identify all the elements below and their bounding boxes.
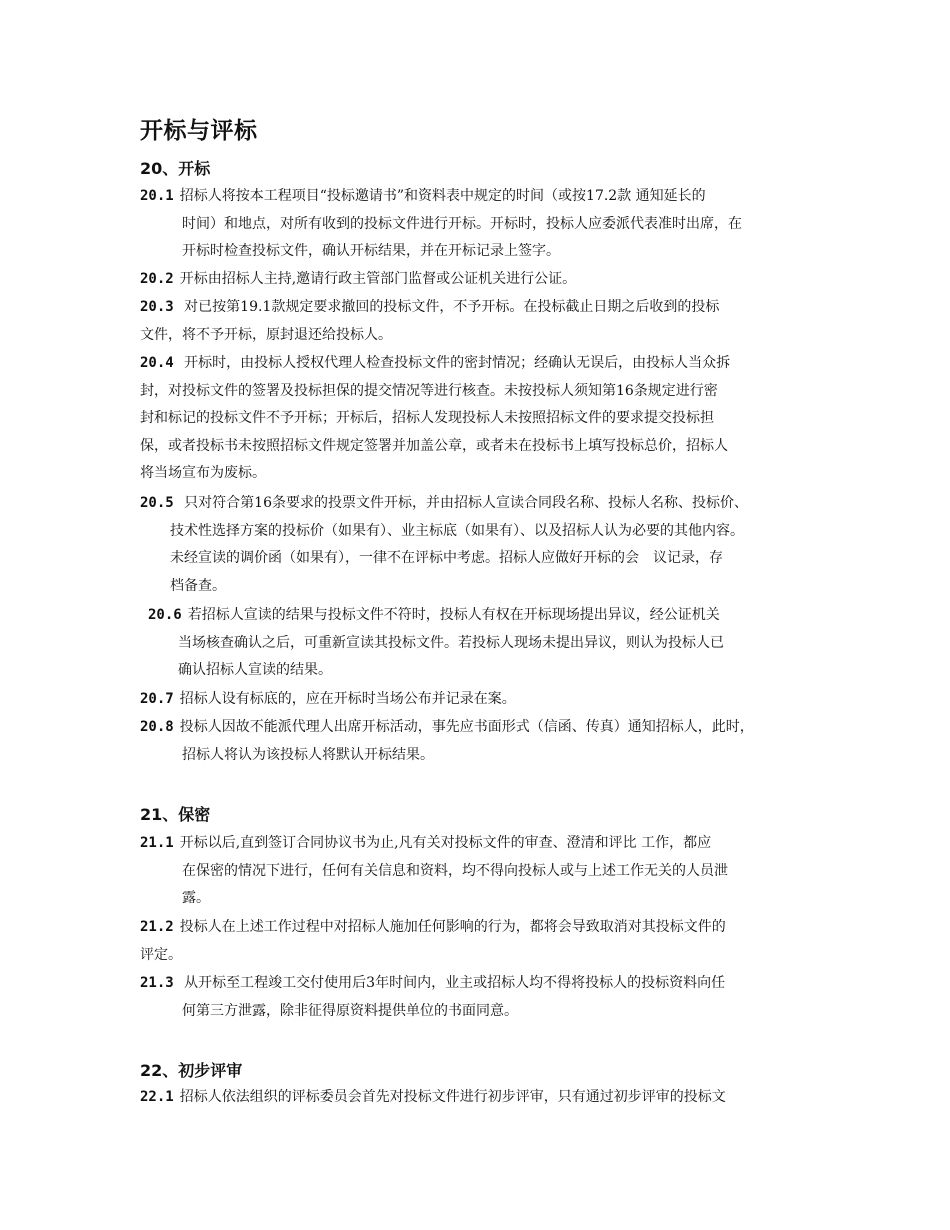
clause-text: 若招标人宣读的结果与投标文件不符时，投标人有权在开标现场提出异议，经公证机关: [187, 607, 720, 623]
section-heading-21: 21、保密: [140, 805, 211, 824]
page-title: 开标与评标: [140, 118, 258, 144]
clause-number: 20.7: [140, 691, 174, 707]
clause-number: 22.1: [140, 1089, 174, 1105]
clause-number: 21.1: [140, 835, 174, 851]
clause-20-7: [140, 686, 830, 714]
clause-text: 档备查。: [170, 577, 226, 594]
clause-text: 露。: [182, 890, 210, 906]
clause-number: 20.2: [140, 271, 174, 287]
clause-text: 开标以后,直到签订合同协议书为止,凡有关对投标文件的审查、澄清和评比 工作，都应: [179, 835, 712, 851]
clause-number: 20.3: [140, 299, 174, 315]
clause-text: 时间）和地点，对所有收到的投标文件进行开标。开标时，投标人应委派代表准时出席，在: [182, 215, 742, 232]
clause-text: 未经宣读的调价函（如果有），一律不在评标中考虑。招标人应做好开标的会 议记录，存: [170, 550, 723, 566]
clause-text: 将当场宣布为废标。: [140, 465, 266, 481]
clause-text: 投标人因故不能派代理人出席开标活动，事先应书面形式（信函、传真）通知招标人，此时，: [179, 719, 754, 735]
clause-21-1: [140, 830, 830, 913]
clause-text: 投标人在上述工作过程中对招标人施加任何影响的行为，都将会导致取消对其投标文件的: [179, 919, 726, 935]
clause-number: 21.3: [140, 975, 174, 991]
clause-text: 从开标至工程竣工交付使用后3年时间内，业主或招标人均不得将投标人的投标资料向任: [179, 975, 726, 991]
clause-text: 招标人设有标底的，应在开标时当场公布并记录在案。: [179, 691, 516, 707]
clause-text: 当场核查确认之后，可重新宣读其投标文件。若投标人现场未提出异议，则认为投标人已: [178, 634, 724, 651]
clause-text: 封，对投标文件的签署及投标担保的提交情况等进行核查。未按投标人须知第16条规定进行密: [140, 382, 718, 399]
clause-text: 何第三方泄露，除非征得原资料提供单位的书面同意。: [182, 1002, 518, 1019]
section-heading-20: 20、开标: [140, 159, 211, 178]
clause-text: 封和标记的投标文件不予开标；开标后，招标人发现投标人未按照招标文件的要求提交投标担: [140, 410, 714, 426]
clause-20-4: [140, 350, 830, 488]
clause-number: 21.2: [140, 919, 174, 935]
section-heading-22: 22、初步评审: [140, 1061, 243, 1080]
clause-text: 在保密的情况下进行，任何有关信息和资料，均不得向投标人或与上述工作无关的人员泄: [182, 862, 728, 879]
clause-text: 技术性选择方案的投标价（如果有）、业主标底（如果有）、以及招标人认为必要的其他内容。: [170, 522, 744, 539]
clause-number: 20.4: [140, 355, 174, 371]
clause-text: 招标人依法组织的评标委员会首先对投标文件进行初步评审，只有通过初步评审的投标文: [179, 1089, 726, 1105]
clause-text: 保，或者投标书未按照招标文件规定签署并加盖公章，或者未在投标书上填写投标总价，招标人: [140, 437, 728, 454]
clause-text: 招标人将按本工程项目“投标邀请书”和资料表中规定的时间（或按17.2款 通知延长的: [179, 188, 706, 204]
clause-20-6: [148, 602, 838, 685]
clause-21-3: [140, 970, 830, 1025]
clause-text: 只对符合第16条要求的投票文件开标，并由招标人宣读合同段名称、投标人名称、投标价、: [179, 495, 748, 511]
clause-text: 开标时，由投标人授权代理人检查投标文件的密封情况；经确认无误后，由投标人当众拆: [179, 355, 731, 371]
clause-number: 20.5: [140, 495, 174, 511]
clause-22-1: [140, 1084, 830, 1112]
clause-text: 确认招标人宣读的结果。: [178, 662, 332, 678]
clause-text: 招标人将认为该投标人将默认开标结果。: [182, 746, 434, 763]
clause-20-5: [140, 490, 830, 600]
clause-text: 开标时检查投标文件，确认开标结果，并在开标记录上签字。: [182, 243, 560, 259]
clause-number: 20.1: [140, 188, 174, 204]
clause-number: 20.6: [148, 607, 182, 623]
clause-number: 20.8: [140, 719, 174, 735]
clause-text: 开标由招标人主持,邀请行政主管部门监督或公证机关进行公证。: [179, 271, 577, 287]
clause-20-2: [140, 266, 830, 294]
clause-text: 文件，将不予开标，原封退还给投标人。: [140, 326, 392, 343]
clause-text: 对已按第19.1款规定要求撤回的投标文件，不予开标。在投标截止日期之后收到的投标: [179, 299, 720, 315]
clause-20-8: [140, 714, 830, 769]
clause-20-1: [140, 183, 830, 266]
clause-20-3: [140, 294, 830, 349]
clause-text: 评定。: [140, 946, 182, 963]
clause-21-2: [140, 914, 830, 969]
